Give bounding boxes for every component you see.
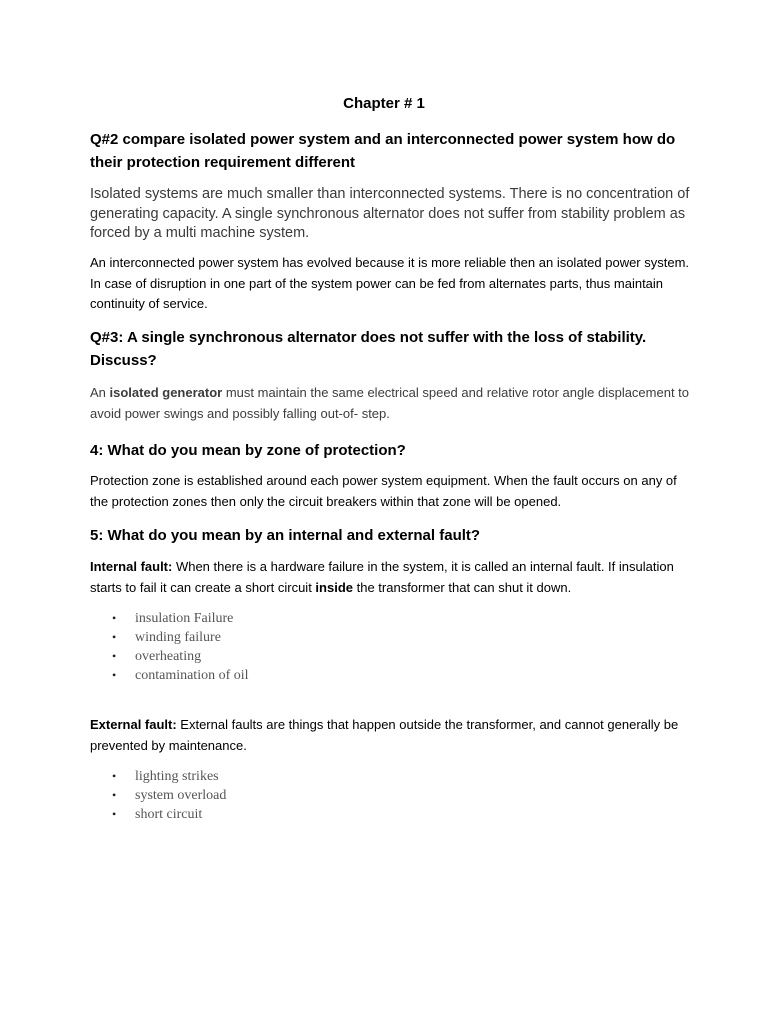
list-item-text: system overload — [135, 788, 227, 803]
list-item-text: winding failure — [135, 630, 221, 645]
q2-heading: Q#2 compare isolated power system and an interconnected power system how do their protection requirement different — [90, 131, 676, 171]
q2-paragraph-1: Isolated systems are much smaller than interconnected systems. There is no concentration of generating capacity. A single synchronous alternator does not suffer from stability problem as forced by a multi machine system. — [90, 186, 690, 241]
bullet-icon: • — [112, 668, 117, 682]
list-item — [112, 805, 226, 824]
bullet-icon: • — [112, 788, 117, 802]
internal-causes-list — [112, 609, 249, 685]
internal-fault-text-b: the transformer that can shut it down. — [353, 579, 572, 595]
list-item-text: overheating — [135, 649, 202, 664]
list-item — [112, 628, 249, 647]
list-item-text: short circuit — [135, 807, 203, 822]
q3-para-prefix: An — [90, 385, 110, 400]
bullet-icon: • — [112, 649, 117, 663]
list-item — [112, 609, 249, 628]
list-item — [112, 767, 226, 786]
chapter-title: Chapter # 1 — [343, 95, 425, 112]
bullet-icon: • — [112, 630, 117, 644]
q3-para-bold: isolated generator — [109, 385, 223, 400]
internal-fault-bold: inside — [315, 579, 353, 595]
q3-heading: Q#3: A single synchronous alternator does not suffer with the loss of stability. Discuss? — [90, 329, 647, 369]
bullet-icon: • — [112, 769, 117, 783]
list-item — [112, 666, 249, 685]
external-causes-list — [112, 767, 226, 824]
q3-para-rest: must maintain the same electrical speed and relative rotor angle displacement to avoid power swings and possibly falling out-of- step. — [90, 385, 690, 421]
external-fault-paragraph — [90, 715, 690, 756]
bullet-icon: • — [112, 611, 117, 625]
internal-fault-label: Internal fault: — [90, 559, 173, 574]
q3-paragraph — [90, 383, 690, 424]
list-item-text: contamination of oil — [135, 668, 249, 683]
internal-fault-text-a: When there is a hardware failure in the system, it is called an internal fault. If insulation starts to fail it can create a short circuit — [90, 559, 674, 595]
list-item-text: insulation Failure — [135, 611, 234, 626]
q2-paragraph-2: An interconnected power system has evolved because it is more reliable then an isolated power system. In case of disruption in one part of the system power can be fed from alternates parts, thus maintain continuity of service. — [90, 255, 690, 311]
external-fault-text: External faults are things that happen outside the transformer, and cannot generally be prevented by maintenance. — [90, 717, 679, 753]
list-item — [112, 786, 226, 805]
internal-fault-paragraph — [90, 557, 690, 598]
q4-paragraph: Protection zone is established around each power system equipment. When the fault occurs on any of the protection zones then only the circuit breakers within that zone will be opened. — [90, 473, 677, 509]
q4-heading: 4: What do you mean by zone of protection? — [90, 442, 406, 459]
external-fault-label: External fault: — [90, 717, 177, 732]
q5-heading: 5: What do you mean by an internal and external fault? — [90, 527, 481, 544]
list-item-text: lighting strikes — [135, 769, 219, 784]
bullet-icon: • — [112, 807, 117, 821]
list-item — [112, 647, 249, 666]
